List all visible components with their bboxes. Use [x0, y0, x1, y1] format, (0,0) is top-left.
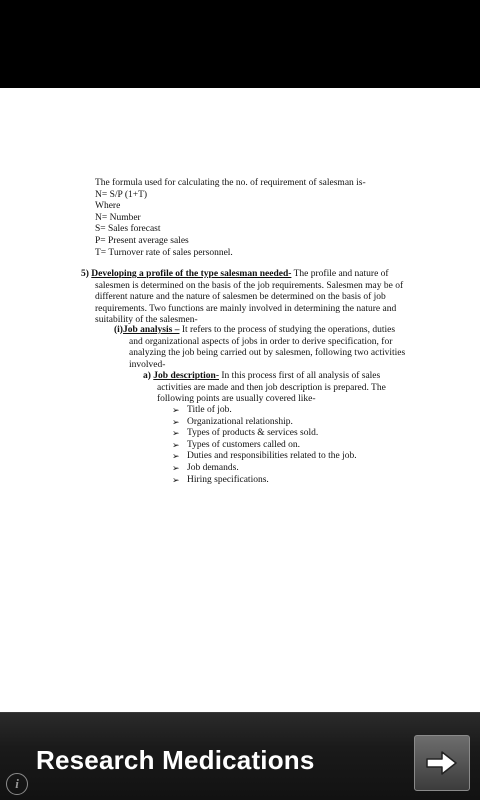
job-description-points	[172, 405, 357, 486]
arrow-bullet-icon: ➢	[172, 405, 180, 415]
formula-def: T= Turnover rate of sales personnel.	[95, 247, 233, 258]
document-page[interactable]	[0, 88, 480, 712]
section-5-text: different nature and the nature of salesmen be determined on the basis of job	[95, 292, 386, 303]
list-item	[172, 405, 357, 417]
job-analysis-label: (i)	[114, 325, 123, 335]
job-description	[143, 371, 410, 406]
job-description-text: In this process first of all analysis of sales	[221, 371, 381, 381]
formula-def: S= Sales forecast	[95, 224, 161, 235]
list-item-text: Duties and responsibilities related to the job.	[187, 451, 357, 462]
job-analysis-heading: Job analysis –	[122, 325, 180, 335]
job-analysis	[114, 325, 410, 371]
list-item	[172, 417, 357, 429]
job-description-label: a)	[143, 371, 151, 381]
job-description-first-line	[143, 371, 410, 383]
list-item-text: Title of job.	[187, 405, 232, 415]
job-analysis-text: analyzing the job being carried out by salesmen, following two activities	[129, 348, 406, 359]
section-5-heading: Developing a profile of the type salesman needed-	[91, 269, 292, 279]
section-5-text: requirements. Two functions are mainly involved in determining the nature and	[95, 303, 397, 314]
list-item	[172, 475, 357, 487]
arrow-bullet-icon: ➢	[172, 439, 180, 450]
info-icon[interactable]: i	[6, 773, 28, 795]
job-analysis-text: It refers to the process of studying the operations, duties	[181, 325, 396, 335]
list-item	[172, 463, 357, 475]
list-item-text: Types of customers called on.	[187, 439, 301, 450]
section-5	[81, 269, 410, 327]
section-5-number: 5)	[81, 269, 89, 279]
job-description-heading: Job description-	[153, 371, 220, 381]
arrow-bullet-icon: ➢	[172, 428, 180, 439]
section-5-text: suitability of the salesmen-	[95, 315, 198, 326]
arrow-bullet-icon: ➢	[172, 416, 180, 427]
list-item-text: Types of products & services sold.	[187, 428, 319, 439]
arrow-bullet-icon: ➢	[172, 474, 180, 485]
list-item	[172, 451, 357, 463]
formula-equation: N= S/P (1+T)	[95, 189, 148, 200]
job-analysis-text: involved-	[129, 359, 166, 370]
job-description-text: activities are made and then job description is prepared. The	[157, 382, 386, 393]
formula-block	[95, 178, 366, 259]
section-5-text: salesmen is determined on the basis of the job requirements. Salesmen may be of	[95, 280, 404, 291]
arrow-bullet-icon: ➢	[172, 462, 180, 473]
top-status-area	[0, 0, 480, 88]
list-item-text: Hiring specifications.	[187, 474, 269, 485]
list-item	[172, 428, 357, 440]
list-item	[172, 440, 357, 452]
list-item-text: Job demands.	[187, 462, 239, 473]
section-5-first-line	[81, 269, 410, 281]
right-arrow-icon	[425, 749, 459, 777]
formula-def: P= Present average sales	[95, 235, 189, 246]
section-5-text: The profile and nature of	[293, 269, 389, 279]
arrow-bullet-icon: ➢	[172, 451, 180, 462]
ad-open-button[interactable]	[414, 735, 470, 791]
job-analysis-text: and organizational aspects of jobs in order to derive specification, for	[129, 336, 393, 347]
job-description-text: following points are usually covered like-	[157, 394, 316, 405]
job-analysis-first-line	[114, 325, 410, 337]
ad-banner[interactable]	[0, 712, 480, 800]
list-item-text: Organizational relationship.	[187, 416, 293, 427]
ad-text[interactable]: Research Medications	[36, 745, 315, 775]
formula-def: N= Number	[95, 212, 141, 223]
formula-where: Where	[95, 201, 121, 212]
formula-intro: The formula used for calculating the no. of requirement of salesman is-	[95, 178, 366, 188]
